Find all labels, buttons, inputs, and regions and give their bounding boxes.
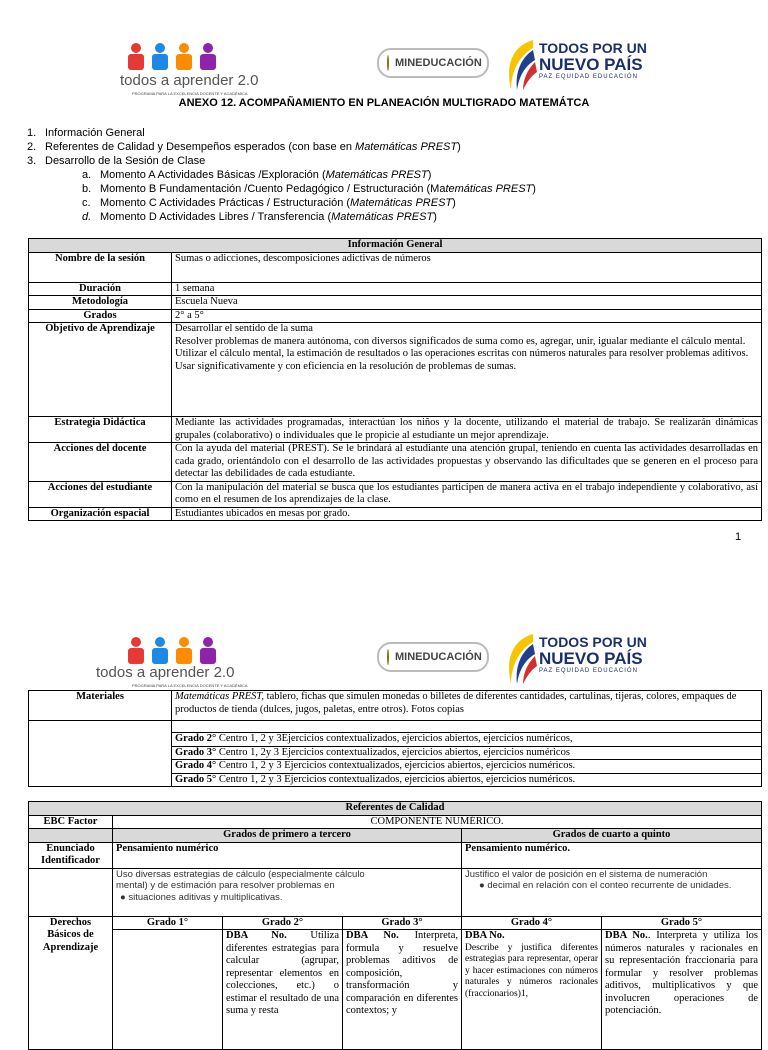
- pensamiento-2: Pensamiento numérico.: [462, 842, 762, 868]
- row-label: Grados: [29, 309, 172, 323]
- tpu-line3: PAZ EQUIDAD EDUCACIÓN: [539, 668, 638, 674]
- list-item: 2. Referentes de Calidad y Desempeños esperados (con base en Matemáticas PREST): [27, 141, 461, 153]
- row-value: Con la manipulación del material se busca que los estudiantes participen de manera activa en el trabajo independiente y colaborativo, así como en el resumen de los aprendizajes de la clase.: [172, 481, 762, 507]
- row-label: Objetivo de Aprendizaje: [29, 323, 172, 417]
- grado-row: Grado 2° Centro 1, 2 y 3Ejercicios contextualizados, ejercicios abiertos, ejercicios numéricos,: [172, 733, 762, 747]
- dba-grado-5: DBA No.. Interpreta y utiliza los números naturales y racionales en su representación fraccionaria para formular y resolver problemas aditivos, multiplicativos y que involucren operaciones de potenciación.: [602, 930, 762, 1050]
- list-item: c. Momento C Actividades Prácticas / Estructuración (Matemáticas PREST): [82, 197, 456, 209]
- row-value: Sumas o adicciones, descomposiciones adictivas de números: [172, 252, 762, 282]
- mineducacion-text: MINEDUCACIÓN: [395, 651, 482, 663]
- tap-tagline: PROGRAMA PARA LA EXCELENCIA DOCENTE Y ACADÉMICA: [132, 91, 248, 96]
- crest-icon: [387, 649, 389, 665]
- grado-4-header: Grado 4°: [462, 916, 602, 930]
- tap-logo-text: todos a aprender 2.0: [120, 72, 259, 89]
- crest-icon: [387, 55, 389, 71]
- estandar-2: Justifico el valor de posición en el sistema de numeración ● decimal en relación con el conteo recurrente de unidades.: [462, 868, 762, 916]
- tap-tagline: PROGRAMA PARA LA EXCELENCIA DOCENTE Y ACADÉMICA: [132, 683, 248, 688]
- grado-row: Grado 4° Centro 1, 2 y 3 Ejercicios contextualizados, ejercicios abiertos, ejercicios numéricos.: [172, 760, 762, 774]
- tpu-logo: [503, 36, 653, 92]
- pensamiento-1: Pensamiento numérico: [113, 842, 462, 868]
- row-label: Nombre de la sesión: [29, 252, 172, 282]
- outline-list: [27, 126, 536, 224]
- tap-logo-icon: [122, 42, 222, 72]
- row-value: Desarrollar el sentido de la suma Resolver problemas de manera autónoma, con diversos significados de suma como es, agregar, unir, igualar mediante el cálculo mental. Utilizar el cálculo mental, la estimación de resultados o las operaciones escritas con números naturales para resolver problemas aditivos. Usar significativamente y con eficiencia en la resolución de problemas de sumas.: [172, 323, 762, 417]
- tpu-line1: TODOS POR UN: [539, 40, 647, 56]
- list-item: d. Momento D Actividades Libres / Transferencia (Matemáticas PREST): [82, 211, 437, 223]
- mineducacion-logo: [377, 48, 489, 78]
- grado-1-header: Grado 1°: [113, 916, 223, 930]
- grado-5-header: Grado 5°: [602, 916, 762, 930]
- grados-1-3: Grados de primero a tercero: [113, 829, 462, 843]
- tpu-line2: NUEVO PAÍS: [539, 55, 643, 74]
- row-value: 1 semana: [172, 282, 762, 296]
- dba-grado-4: DBA No. Describe y justifica diferentes estrategias para representar, operar y hacer estimaciones con números naturales y números racionales (fraccionarios)1,: [462, 930, 602, 1050]
- list-item: b. Momento B Fundamentación /Cuento Pedagógico / Estructuración (Matemáticas PREST): [82, 183, 536, 195]
- table-title: Información General: [29, 239, 762, 253]
- dba-grado-2: DBA No. Utiliza diferentes estrategias para calcular (agrupar, representar elementos en colecciones, etc.) o estimar el resultado de una suma y resta: [223, 930, 343, 1050]
- enunciado-label: Enunciado Identificador: [29, 842, 113, 868]
- tpu-line1: TODOS POR UN: [539, 634, 647, 650]
- dba-grado-3: DBA No. Interpreta, formula y resuelve problemas aditivos de composición, transformación y comparación en diferentes contextos; y: [343, 930, 462, 1050]
- materiales-table: [28, 690, 762, 787]
- table-title: Referentes de Calidad: [29, 802, 762, 816]
- grados-4-5: Grados de cuarto a quinto: [462, 829, 762, 843]
- page-number: 1: [735, 531, 742, 543]
- row-label: Organización espacial: [29, 507, 172, 521]
- row-label: Metodología: [29, 296, 172, 310]
- dba-grado-1: [113, 930, 223, 1050]
- materiales-label: Materiales: [29, 691, 172, 721]
- list-item: 3. Desarrollo de la Sesión de Clase: [27, 155, 206, 167]
- row-value: Mediante las actividades programadas, interactúan los niños y la docente, utilizando el material de trabajo. Se realizarán dinámicas grupales (colaborativo) o individuales que le propicie al estudiante un mejor aprendizaje.: [172, 417, 762, 443]
- row-label: Acciones del docente: [29, 443, 172, 482]
- flag-swoosh-icon: [503, 38, 537, 92]
- info-general-table: [28, 238, 762, 521]
- row-label: Duración: [29, 282, 172, 296]
- row-value: Estudiantes ubicados en mesas por grado.: [172, 507, 762, 521]
- list-item: 1. Información General: [27, 127, 145, 139]
- tpu-line3: PAZ EQUIDAD EDUCACIÓN: [539, 74, 638, 80]
- grado-row: Grado 5° Centro 1, 2 y 3 Ejercicios contextualizados, ejercicios abiertos, ejercicios numéricos.: [172, 773, 762, 787]
- page-title: ANEXO 12. ACOMPAÑAMIENTO EN PLANEACIÓN MULTIGRADO MATEMÁTCA: [178, 97, 590, 109]
- ebc-label: EBC Factor: [29, 815, 113, 829]
- row-value: Escuela Nueva: [172, 296, 762, 310]
- tpu-line2: NUEVO PAÍS: [539, 649, 643, 668]
- list-item: a. Momento A Actividades Básicas /Exploración (Matemáticas PREST): [82, 169, 432, 181]
- tap-logo-icon: [122, 636, 222, 666]
- mineducacion-text: MINEDUCACIÓN: [395, 57, 482, 69]
- grado-3-header: Grado 3°: [343, 916, 462, 930]
- tap-logo-text: todos a aprender 2.0: [96, 664, 235, 681]
- grado-2-header: Grado 2°: [223, 916, 343, 930]
- tpu-logo: [503, 630, 653, 686]
- grado-row: Grado 3° Centro 1, 2y 3 Ejercicios contextualizados, ejercicios abiertos, ejercicios numéricos: [172, 746, 762, 760]
- flag-swoosh-icon: [503, 632, 537, 686]
- row-value: 2° a 5°: [172, 309, 762, 323]
- referentes-table: [28, 801, 762, 1050]
- materiales-value: Matemáticas PREST, tablero, fichas que simulen monedas o billetes de diferentes cantidades, cartulinas, tijeras, colores, empaques de productos de tienda (dulces, jugos, paletas, entre otros). Fotos copias: [172, 691, 762, 721]
- mineducacion-logo: [377, 642, 489, 672]
- estandar-1: Uso diversas estrategias de cálculo (especialmente cálculo mental) y de estimación para resolver problemas en ● situaciones aditivas y multiplicativas.: [113, 868, 462, 916]
- row-value: Con la ayuda del material (PREST). Se le brindará al estudiante una atención grupal, teniendo en cuenta las actividades desarrolladas en cada grado, orientándolo con el desarrollo de las actividades propuestas y observando las dificultades que se generen en el proceso para detectar las debilidades de cada estudiante.: [172, 443, 762, 482]
- row-label: Acciones del estudiante: [29, 481, 172, 507]
- dba-label: Derechos Básicos de Aprendizaje: [29, 916, 113, 1050]
- componente-label: COMPONENTE NUMÉRICO.: [113, 815, 762, 829]
- row-label: Estrategia Didáctica: [29, 417, 172, 443]
